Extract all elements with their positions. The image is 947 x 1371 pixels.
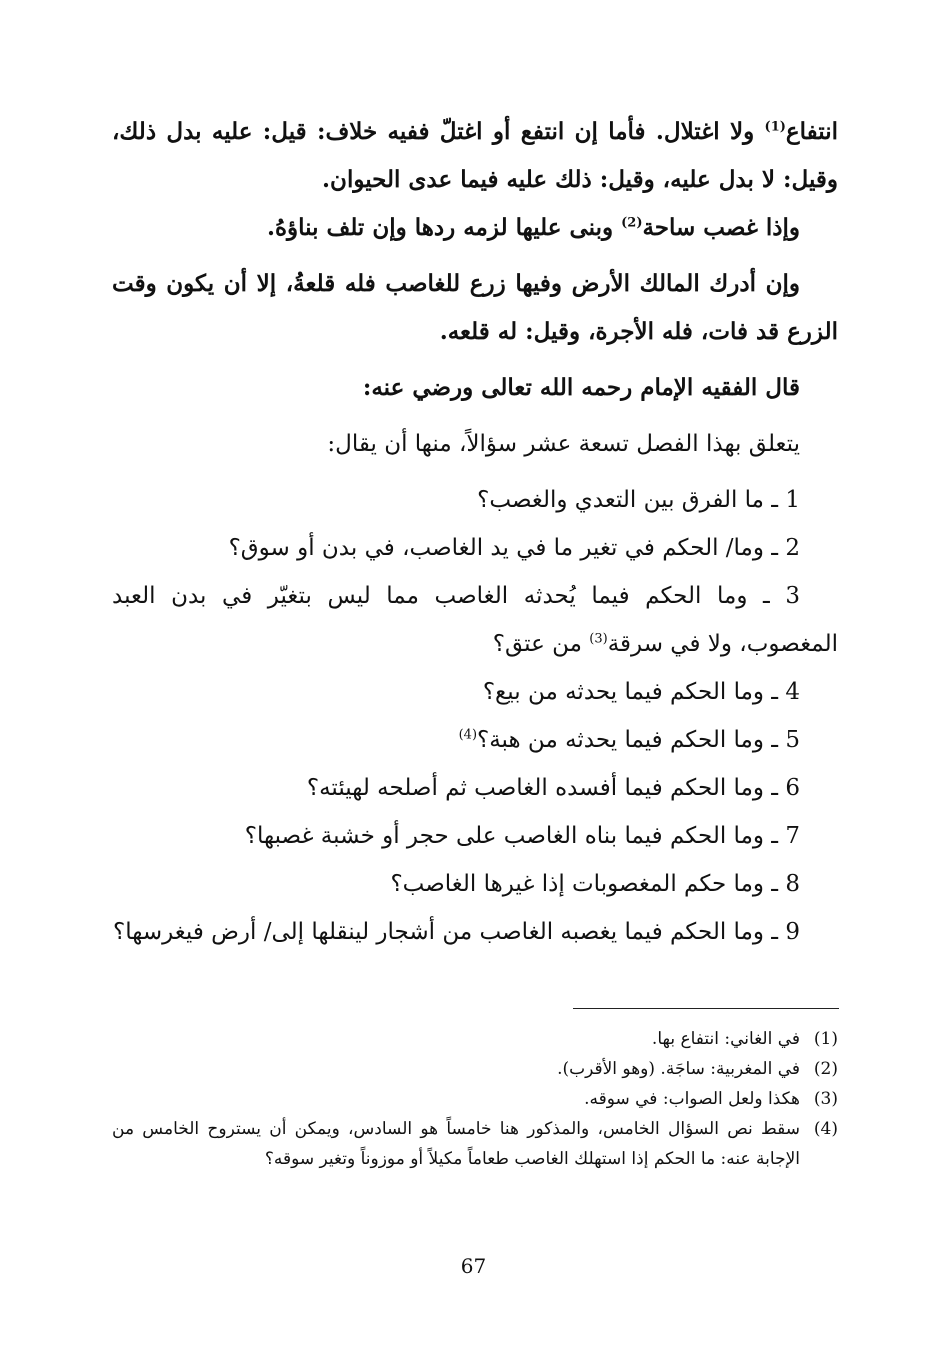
footnote-number: (1) (813, 1029, 838, 1049)
question-8: 8 ـ وما حكم المغصوبات إذا غيرها الغاصب؟ (390, 871, 800, 897)
paragraph-3: وإن أدرك المالك الأرض وفيها زرع للغاصب فله قلعةُ، إلا أن يكون وقت الزرع قد فات، فله الأجرة، وقيل: له قلعه. (112, 270, 838, 345)
question-6: 6 ـ وما الحكم فيما أفسده الغاصب ثم أصلحه لهيئته؟ (306, 775, 800, 801)
footnote-separator (573, 1008, 839, 1009)
paragraph-1: انتفاع$^{(1)}$ ولا اغتلال. فأما إن انتفع أو اغتلّ ففيه خلاف: قيل: عليه بدل ذلك، وقيل: لا بدل عليه، وقيل: ذلك عليه فيما عدى الحيوان. (112, 118, 838, 193)
footnote-text: في المغربية: ساجَة. (وهو الأقرب). (557, 1059, 800, 1079)
footnote-number: (4) (813, 1119, 838, 1139)
paragraph-4: قال الفقيه الإمام رحمه الله تعالى ورضي عنه: (362, 374, 800, 401)
question-9: 9 ـ وما الحكم فيما يغصبه الغاصب من أشجار لينقلها إلى/ أرض فيغرسها؟ (113, 919, 800, 945)
footnote-ref-4: (4) (458, 727, 478, 743)
question-3: 3 ـ وما الحكم فيما يُحدثه الغاصب مما ليس بتغيّر في بدن العبد المغصوب، ولا في سرقة$^{(3)}$ من عتق؟ (112, 583, 838, 657)
footnote-2 (112, 1054, 838, 1084)
page-number: 67 (460, 1254, 487, 1278)
footnote-text: سقط نص السؤال الخامس، والمذكور هنا خامساً هو السادس، ويمكن أن يستروح الخامس من الإجابة عنه: ما الحكم إذا استهلك الغاصب طعاماً مكيلاً أو موزوناً وتغير سوقه؟ (112, 1119, 800, 1169)
footnote-text: هكذا ولعل الصواب: في سوقه. (584, 1089, 800, 1109)
paragraph-2: وإذا غصب ساحة$^{(2)}$ وبنى عليها لزمه ردها وإن تلف بناؤهُ. (266, 214, 800, 241)
footnote-text: في الغاني: انتفاع بها. (651, 1029, 800, 1049)
footnote-ref-3: (3) (589, 631, 608, 647)
footnote-ref-2: (2) (621, 215, 643, 231)
question-5: 5 ـ وما الحكم فيما يحدثه من هبة؟$^{(4)}$ (458, 727, 800, 753)
question-4: 4 ـ وما الحكم فيما يحدثه من بيع؟ (482, 679, 800, 705)
footnote-3 (112, 1084, 838, 1114)
question-2: 2 ـ وما/ الحكم في تغير ما في يد الغاصب، في بدن أو سوق؟ (228, 535, 800, 561)
question-1: 1 ـ ما الفرق بين التعدي والغصب؟ (477, 487, 800, 513)
paragraph-5: يتعلق بهذا الفصل تسعة عشر سؤالاً، منها أن يقال: (327, 431, 800, 457)
footnotes (112, 1024, 838, 1174)
footnote-number: (3) (813, 1089, 838, 1109)
footnote-number: (2) (813, 1059, 838, 1079)
main-text (112, 108, 838, 956)
footnote-ref-1: (1) (764, 119, 786, 135)
footnote-1 (112, 1024, 838, 1054)
question-7: 7 ـ وما الحكم فيما بناه الغاصب على حجر أو خشبة غصبها؟ (244, 823, 800, 849)
footnote-4 (112, 1114, 838, 1174)
